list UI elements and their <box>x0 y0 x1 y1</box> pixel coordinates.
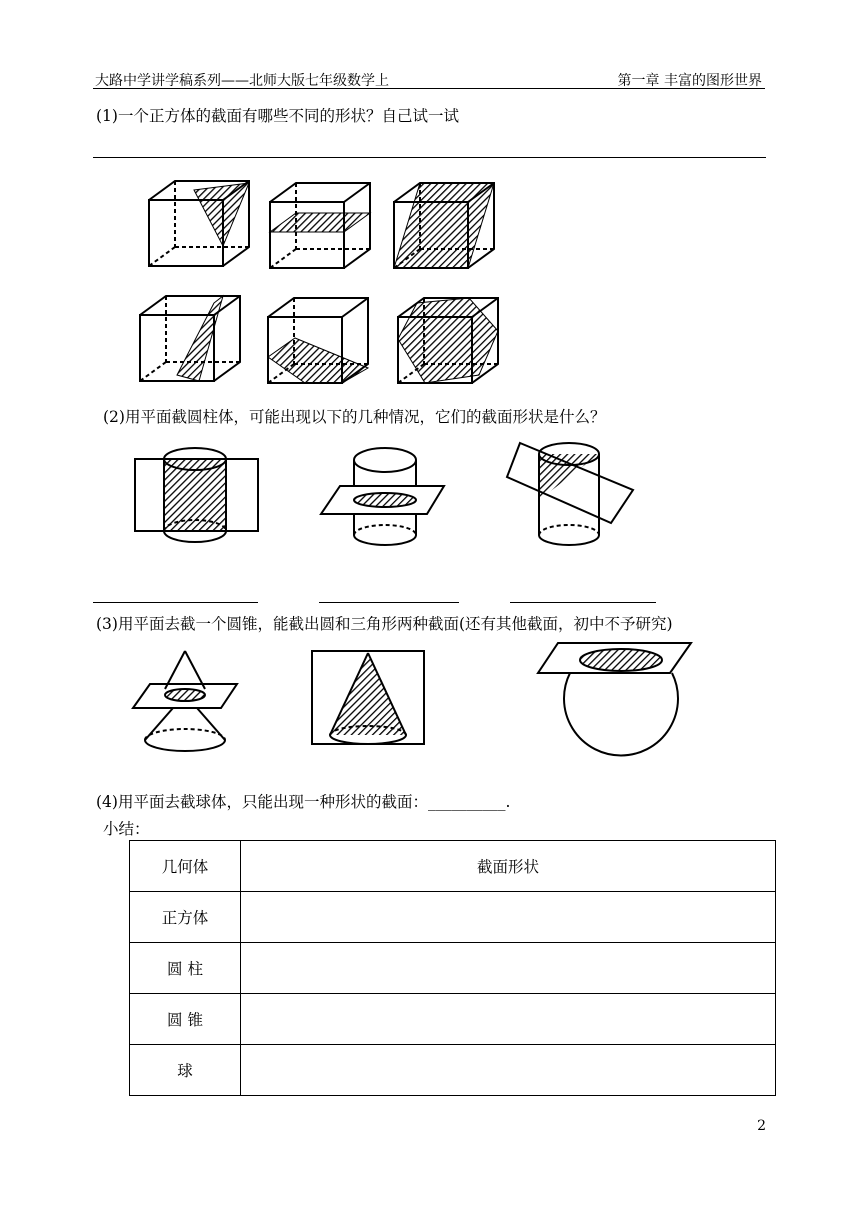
header-solid: 几何体 <box>130 841 241 892</box>
header-divider <box>93 88 765 89</box>
answer-cell-cylinder[interactable] <box>241 943 776 994</box>
row-label-cube: 正方体 <box>130 892 241 943</box>
header-right-text: 第一章 丰富的图形世界 <box>617 73 762 89</box>
cylinder-horizontal-section <box>318 443 448 551</box>
table-row <box>130 943 776 994</box>
row-label-sphere: 球 <box>130 1045 241 1096</box>
answer-line-2a <box>93 602 258 603</box>
cylinder-oblique-section <box>505 438 635 548</box>
cone-horizontal-section <box>130 648 240 754</box>
cube-section-trapezoid <box>137 293 243 386</box>
cube-section-square <box>267 180 373 273</box>
answer-line-2b <box>319 602 459 603</box>
row-label-cylinder: 圆 柱 <box>130 943 241 994</box>
question-3: (3)用平面去截一个圆锥，能截出圆和三角形两种截面(还有其他截面，初中不予研究) <box>96 615 673 633</box>
sphere-section <box>535 640 695 755</box>
table-row <box>130 1045 776 1096</box>
summary-label: 小结： <box>103 820 150 838</box>
question-4: (4)用平面去截球体，只能出现一种形状的截面：__________. <box>96 793 511 811</box>
table-row <box>130 892 776 943</box>
answer-line-2c <box>510 602 656 603</box>
header-left-text: 大路中学讲学稿系列——北师大版七年级数学上 <box>95 73 389 89</box>
answer-line-1 <box>93 157 766 158</box>
answer-cell-sphere[interactable] <box>241 1045 776 1096</box>
question-1: (1)一个正方体的截面有哪些不同的形状？自己试一试 <box>96 107 459 125</box>
cube-section-parallelogram <box>391 180 497 273</box>
cylinder-vertical-section <box>133 440 261 546</box>
cube-section-hexagon <box>395 295 501 388</box>
cube-section-triangle <box>146 178 252 271</box>
header-section-shape: 截面形状 <box>241 841 776 892</box>
answer-cell-cube[interactable] <box>241 892 776 943</box>
cone-vertical-section <box>310 648 426 746</box>
table-row <box>130 994 776 1045</box>
cube-section-pentagon <box>265 295 371 388</box>
page-number: 2 <box>757 1118 766 1134</box>
answer-cell-cone[interactable] <box>241 994 776 1045</box>
summary-table <box>129 840 776 1096</box>
row-label-cone: 圆 锥 <box>130 994 241 1045</box>
question-2: (2)用平面截圆柱体，可能出现以下的几种情况，它们的截面形状是什么？ <box>103 408 606 426</box>
table-header-row <box>130 841 776 892</box>
